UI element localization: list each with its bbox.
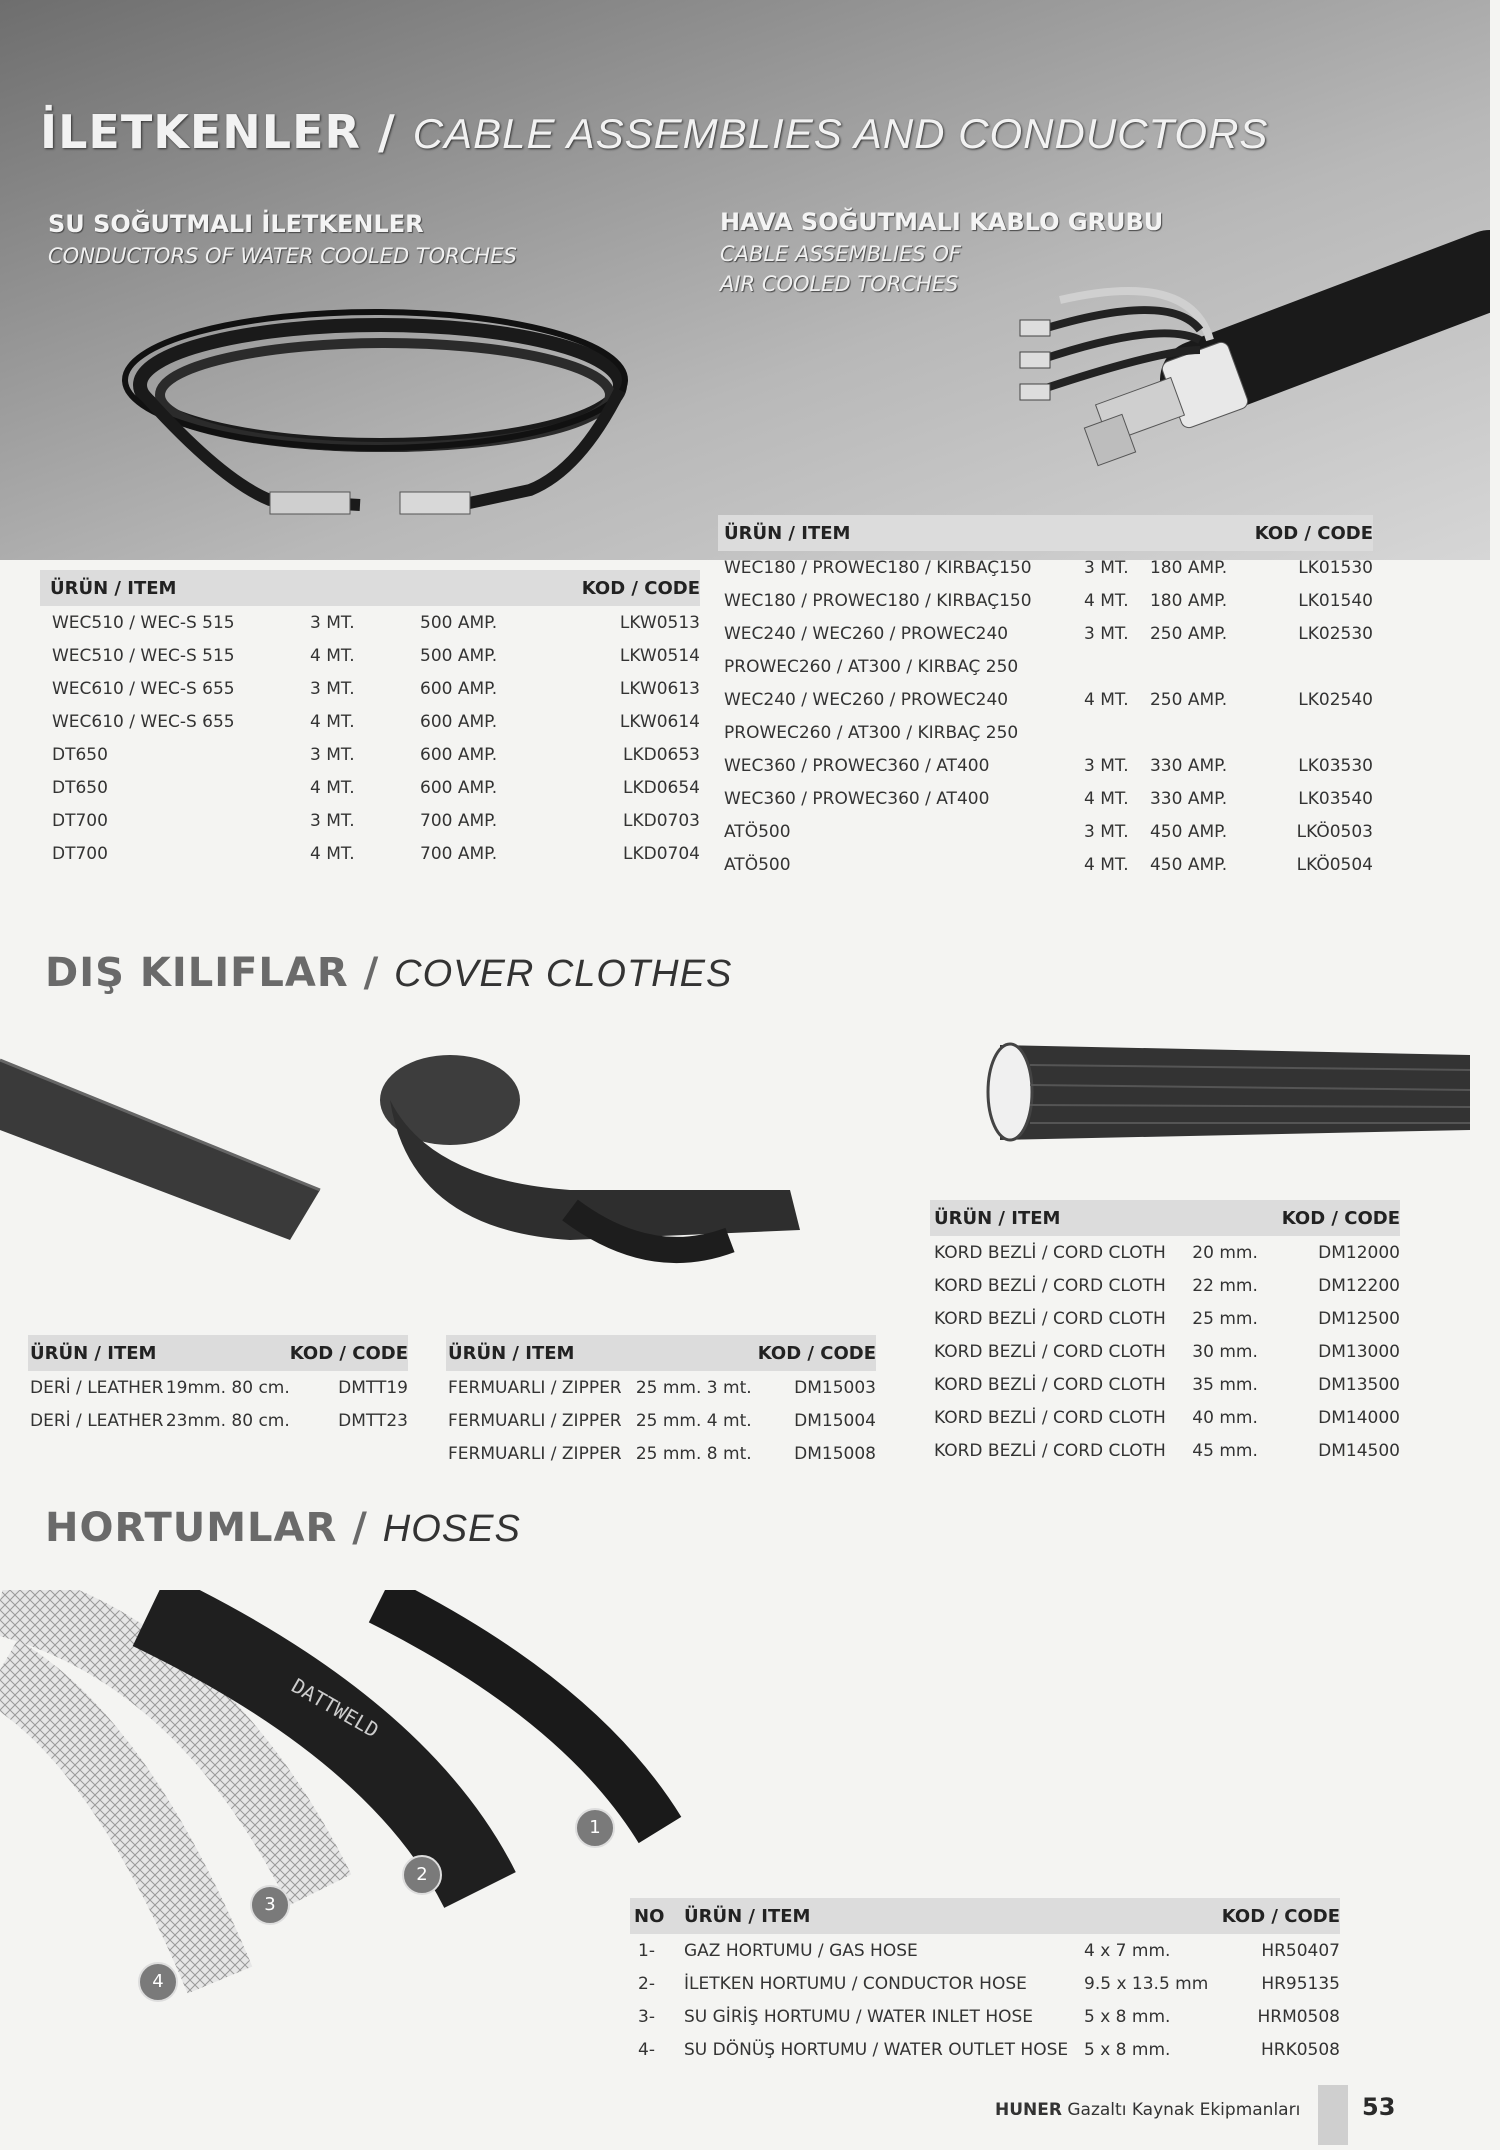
- water-cooled-cable-image: [100, 300, 660, 560]
- table-row: DERİ / LEATHER 19mm. 80 cm. DMTT19: [30, 1377, 408, 1398]
- footer-bar: [1318, 2085, 1348, 2145]
- table-row: DT700 3 MT. 700 AMP. LKD0703: [52, 810, 700, 831]
- hoses-image: [0, 1590, 700, 2020]
- table-row: WEC180 / PROWEC180 / KIRBAÇ150 4 MT. 180 AMP. LK01540: [724, 590, 1373, 611]
- air-cooled-title: HAVA SOĞUTMALI KABLO GRUBU: [720, 208, 1164, 236]
- covers-section-title: DIŞ KILIFLAR / COVER CLOTHES: [45, 950, 733, 996]
- water-cooled-table: [40, 570, 700, 870]
- water-cooled-subtitle: CONDUCTORS OF WATER COOLED TORCHES: [48, 244, 517, 268]
- leather-table: [28, 1335, 408, 1437]
- table-row: DT700 4 MT. 700 AMP. LKD0704: [52, 843, 700, 864]
- table-row: WEC240 / WEC260 / PROWEC240 4 MT. 250 AMP. LK02540: [724, 689, 1373, 710]
- table-row: FERMUARLI / ZIPPER 25 mm. 4 mt. DM15004: [448, 1410, 876, 1431]
- table-row: WEC360 / PROWEC360 / AT400 3 MT. 330 AMP. LK03530: [724, 755, 1373, 776]
- leather-cover-image: [0, 1040, 340, 1240]
- hose-label-3: 3: [250, 1885, 290, 1925]
- table-header: ÜRÜN / ITEM KOD / CODE: [28, 1335, 408, 1371]
- table-header: NO ÜRÜN / ITEM KOD / CODE: [630, 1898, 1340, 1934]
- footer-brand: HUNER Gazaltı Kaynak Ekipmanları: [995, 2100, 1301, 2120]
- table-header: ÜRÜN / ITEM KOD / CODE: [718, 515, 1373, 551]
- table-row: KORD BEZLİ / CORD CLOTH 45 mm. DM14500: [934, 1440, 1400, 1461]
- page-title: İLETKENLER / CABLE ASSEMBLIES AND CONDUCTORS: [40, 105, 1269, 159]
- hose-label-1: 1: [575, 1808, 615, 1848]
- table-header: ÜRÜN / ITEM KOD / CODE: [930, 1200, 1400, 1236]
- water-cooled-title: SU SOĞUTMALI İLETKENLER: [48, 210, 424, 238]
- table-row: ATÖ500 4 MT. 450 AMP. LKÖ0504: [724, 854, 1373, 875]
- table-row: WEC510 / WEC-S 515 3 MT. 500 AMP. LKW0513: [52, 612, 700, 633]
- table-row: WEC510 / WEC-S 515 4 MT. 500 AMP. LKW0514: [52, 645, 700, 666]
- table-row: FERMUARLI / ZIPPER 25 mm. 8 mt. DM15008: [448, 1443, 876, 1464]
- hoses-section-title: HORTUMLAR / HOSES: [45, 1505, 521, 1551]
- table-row: 1- GAZ HORTUMU / GAS HOSE 4 x 7 mm. HR50407: [638, 1940, 1340, 1961]
- table-row: ATÖ500 3 MT. 450 AMP. LKÖ0503: [724, 821, 1373, 842]
- table-row: PROWEC260 / AT300 / KIRBAÇ 250: [724, 656, 1019, 677]
- air-cooled-subtitle-1: CABLE ASSEMBLIES OF: [720, 242, 961, 266]
- table-row: 2- İLETKEN HORTUMU / CONDUCTOR HOSE 9.5 x 13.5 mm HR95135: [638, 1973, 1340, 1994]
- hose-label-2: 2: [402, 1855, 442, 1895]
- table-row: WEC610 / WEC-S 655 3 MT. 600 AMP. LKW0613: [52, 678, 700, 699]
- table-row: DERİ / LEATHER 23mm. 80 cm. DMTT23: [30, 1410, 408, 1431]
- air-cooled-subtitle-2: AIR COOLED TORCHES: [720, 272, 959, 296]
- table-row: KORD BEZLİ / CORD CLOTH 40 mm. DM14000: [934, 1407, 1400, 1428]
- table-row: KORD BEZLİ / CORD CLOTH 25 mm. DM12500: [934, 1308, 1400, 1329]
- table-row: KORD BEZLİ / CORD CLOTH 20 mm. DM12000: [934, 1242, 1400, 1263]
- table-row: WEC610 / WEC-S 655 4 MT. 600 AMP. LKW0614: [52, 711, 700, 732]
- table-row: KORD BEZLİ / CORD CLOTH 22 mm. DM12200: [934, 1275, 1400, 1296]
- table-row: 4- SU DÖNÜŞ HORTUMU / WATER OUTLET HOSE 5 x 8 mm. HRK0508: [638, 2039, 1340, 2060]
- page-number: 53: [1362, 2093, 1396, 2121]
- zipper-cover-image: [370, 1040, 840, 1300]
- air-cooled-cable-image: [1000, 230, 1490, 490]
- hoses-table: [630, 1898, 1340, 2066]
- table-row: 3- SU GİRİŞ HORTUMU / WATER INLET HOSE 5 x 8 mm. HRM0508: [638, 2006, 1340, 2027]
- air-cooled-table: [718, 515, 1373, 881]
- hose-label-4: 4: [138, 1962, 178, 2002]
- table-row: KORD BEZLİ / CORD CLOTH 35 mm. DM13500: [934, 1374, 1400, 1395]
- table-header: ÜRÜN / ITEM KOD / CODE: [40, 570, 700, 606]
- table-row: WEC180 / PROWEC180 / KIRBAÇ150 3 MT. 180 AMP. LK01530: [724, 557, 1373, 578]
- table-row: FERMUARLI / ZIPPER 25 mm. 3 mt. DM15003: [448, 1377, 876, 1398]
- table-row: DT650 4 MT. 600 AMP. LKD0654: [52, 777, 700, 798]
- hose-brand-text: DATTWELD: [287, 1673, 383, 1743]
- table-row: WEC360 / PROWEC360 / AT400 4 MT. 330 AMP. LK03540: [724, 788, 1373, 809]
- zipper-table: [446, 1335, 876, 1470]
- table-row: PROWEC260 / AT300 / KIRBAÇ 250: [724, 722, 1019, 743]
- table-row: DT650 3 MT. 600 AMP. LKD0653: [52, 744, 700, 765]
- table-row: WEC240 / WEC260 / PROWEC240 3 MT. 250 AMP. LK02530: [724, 623, 1373, 644]
- table-row: KORD BEZLİ / CORD CLOTH 30 mm. DM13000: [934, 1341, 1400, 1362]
- table-header: ÜRÜN / ITEM KOD / CODE: [446, 1335, 876, 1371]
- cord-cover-image: [980, 1035, 1480, 1155]
- cord-cloth-table: [930, 1200, 1400, 1467]
